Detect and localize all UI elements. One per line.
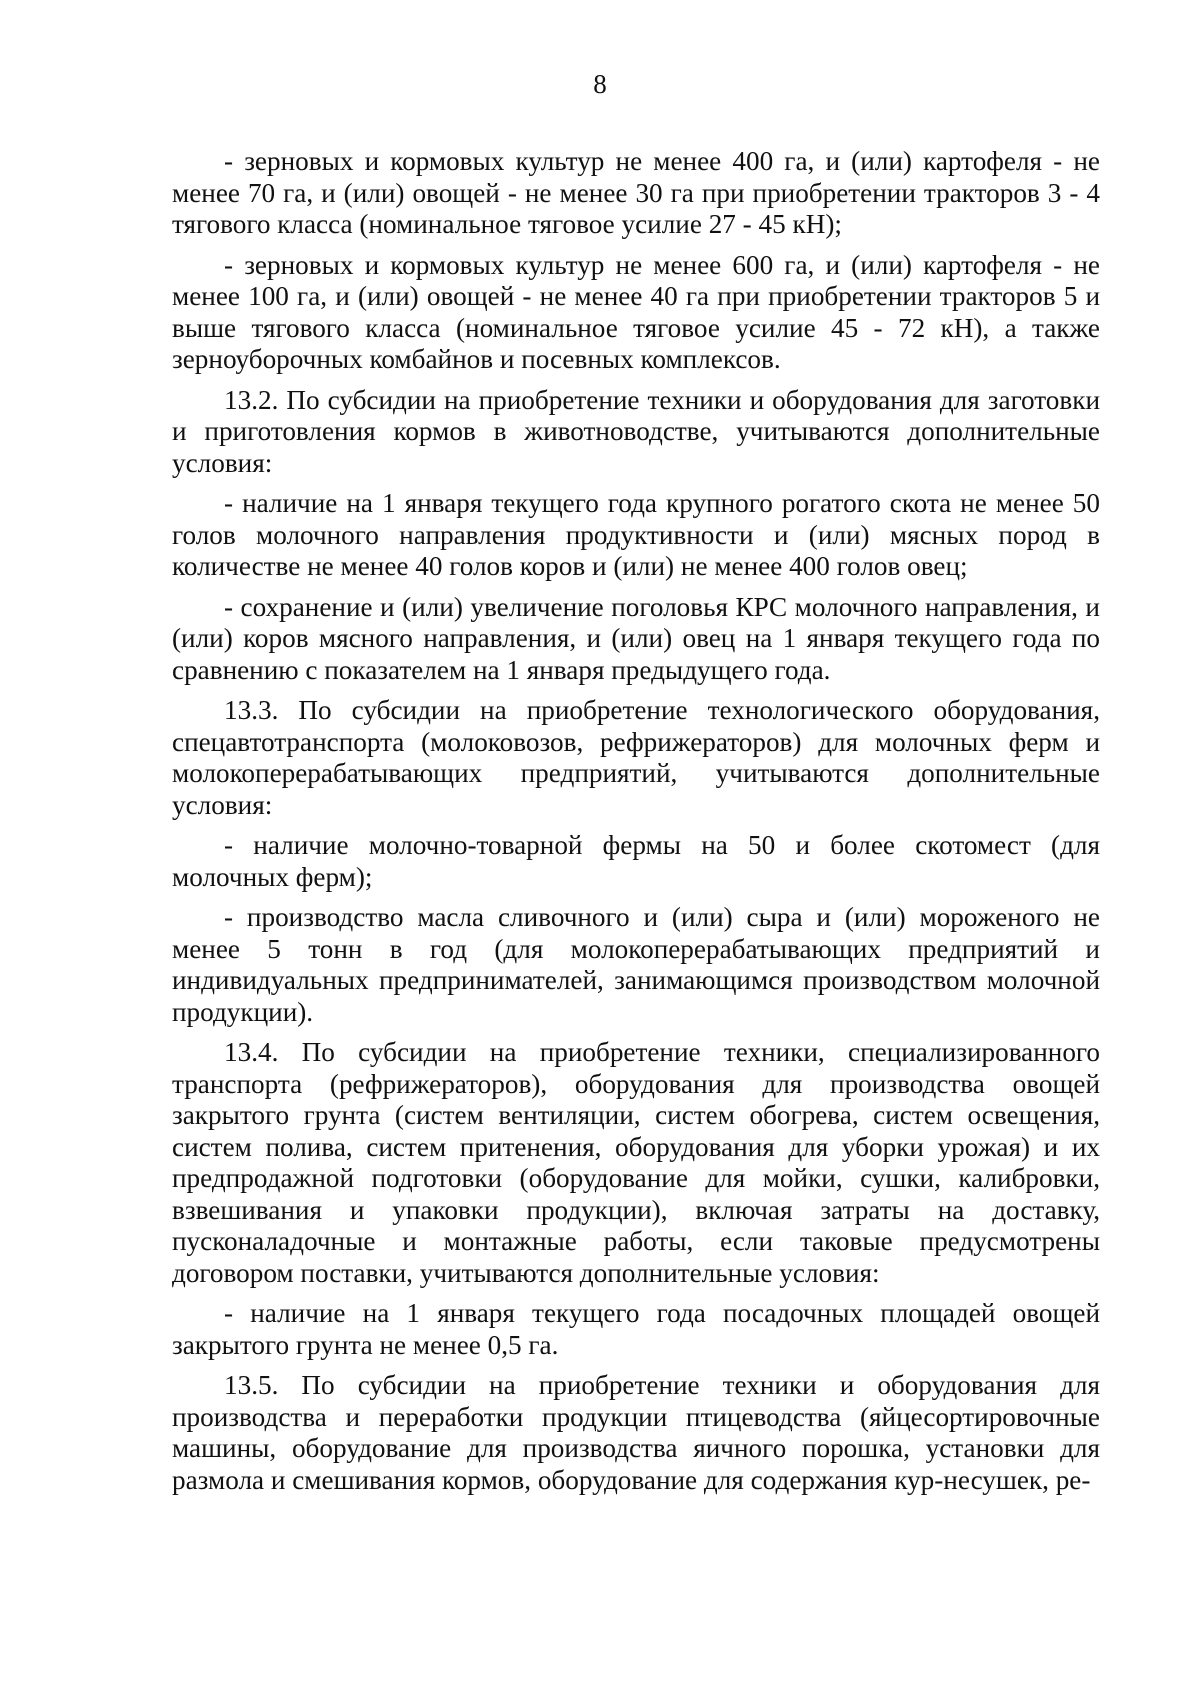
paragraph-greenhouse-area: - наличие на 1 января текущего года посадочных площадей овощей закрытого грунта не менее 0,5 га. bbox=[172, 1298, 1100, 1360]
paragraph-13-4: 13.4. По субсидии на приобретение техники, специализированного транспорта (рефрижераторов), оборудования для производства овощей закрытого грунта (систем вентиляции, систем обогрева, систем освещения, систем полива, систем притенения, оборудования для уборки урожая) и их предпродажной подготовки (оборудование для мойки, сушки, калибровки, взвешивания и упаковки продукции), включая затраты на доставку, пусконаладочные и монтажные работы, если таковые предусмотрены договором поставки, учитываются дополнительные условия: bbox=[172, 1037, 1100, 1288]
paragraph-tractors-3-4-class: - зерновых и кормовых культур не менее 400 га, и (или) картофеля - не менее 70 га, и (или) овощей - не менее 30 га при приобретении тракторов 3 - 4 тягового класса (номинальное тяговое усилие 27 - 45 кН); bbox=[172, 146, 1100, 239]
paragraph-dairy-production: - производство масла сливочного и (или) сыра и (или) мороженого не менее 5 тонн в год (для молокоперерабатывающих предприятий и индивидуальных предпринимателей, занимающимся производством молочной продукции). bbox=[172, 902, 1100, 1027]
paragraph-dairy-farm: - наличие молочно-товарной фермы на 50 и более скотомест (для молочных ферм); bbox=[172, 830, 1100, 892]
document-body bbox=[172, 146, 1100, 1505]
page-number: 8 bbox=[593, 69, 607, 99]
paragraph-livestock-preservation: - сохранение и (или) увеличение поголовья КРС молочного направления, и (или) коров мясного направления, и (или) овец на 1 января текущего года по сравнению с показателем на 1 января предыдущего года. bbox=[172, 591, 1100, 685]
paragraph-13-5: 13.5. По субсидии на приобретение техники и оборудования для производства и переработки продукции птицеводства (яйцесортировочные машины, оборудование для производства яичного порошка, установки для размола и смешивания кормов, оборудование для содержания кур-несушек, ре- bbox=[172, 1370, 1100, 1495]
paragraph-cattle-presence: - наличие на 1 января текущего года крупного рогатого скота не менее 50 голов молочного направления продуктивности и (или) мясных пород в количестве не менее 40 голов коров и (или) не менее 400 голов овец; bbox=[172, 488, 1100, 581]
paragraph-13-3: 13.3. По субсидии на приобретение технологического оборудования, спецавтотранспорта (молоковозов, рефрижераторов) для молочных ферм и молокоперерабатывающих предприятий, учитываются дополнительные условия: bbox=[172, 695, 1100, 820]
paragraph-tractors-5-class: - зерновых и кормовых культур не менее 600 га, и (или) картофеля - не менее 100 га, и (или) овощей - не менее 40 га при приобретении тракторов 5 и выше тягового класса (номинальное тяговое усилие 45 - 72 кН), а также зерноуборочных комбайнов и посевных комплексов. bbox=[172, 249, 1100, 374]
paragraph-13-2: 13.2. По субсидии на приобретение техники и оборудования для заготовки и приготовления кормов в животноводстве, учитываются дополнительные условия: bbox=[172, 384, 1100, 478]
